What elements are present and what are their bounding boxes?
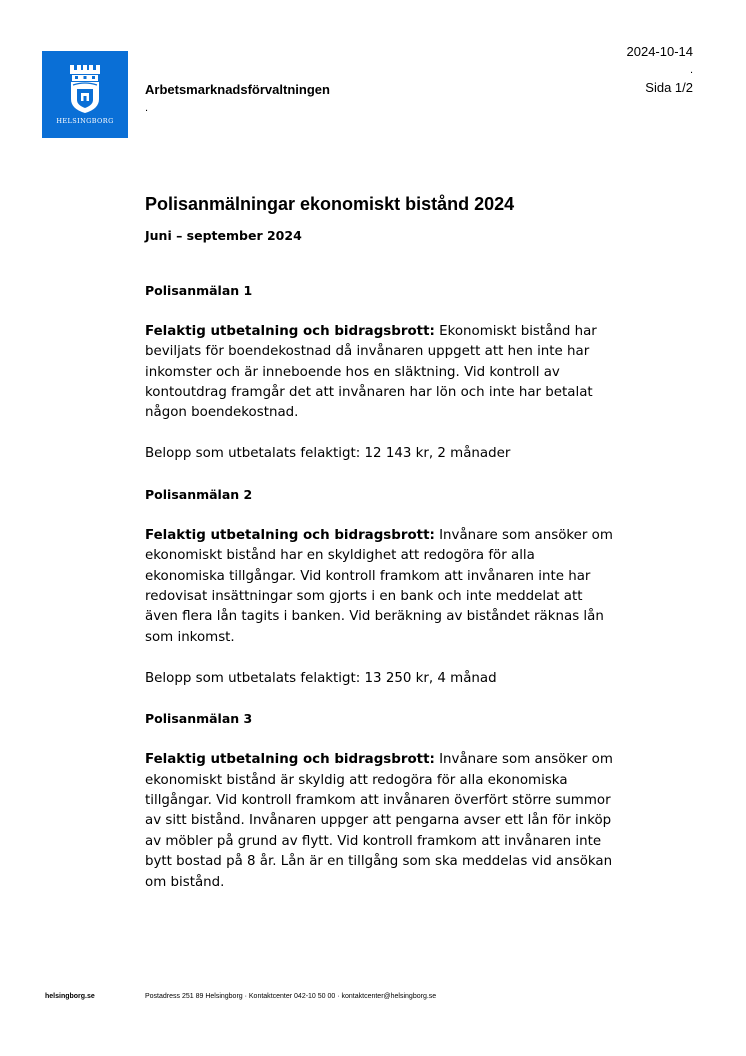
section-lead: Felaktig utbetalning och bidragsbrott: — [145, 527, 435, 543]
document-subtitle: Juni – september 2024 — [145, 228, 302, 243]
section-paragraph — [145, 750, 615, 893]
logo-wordmark: HELSINGBORG — [56, 117, 114, 125]
page-number: Sida 1/2 — [645, 80, 693, 95]
document-title: Polisanmälningar ekonomiskt bistånd 2024 — [145, 194, 515, 214]
section-amount: Belopp som utbetalats felaktigt: 13 250 kr, 4 månad — [145, 670, 497, 686]
section-amount: Belopp som utbetalats felaktigt: 12 143 kr, 2 månader — [145, 446, 511, 462]
section-text: Invånare som ansöker om ekonomiskt bistånd är skyldig att redogöra för alla ekonomiska tillgångar. Vid kontroll framkom att invånaren överfört större summor av sitt bistånd. Invånaren uppger att pengarna avser ett lån för inköp av möbler på grund av flytt. Vid kontroll framkom att invånaren inte bytt bostad på 8 år. Lån är en tillgång som ska meddelas vid ansökan om bistånd. — [145, 752, 613, 890]
section-heading: Polisanmälan 1 — [145, 283, 253, 298]
section-paragraph — [145, 322, 615, 424]
section-heading: Polisanmälan 2 — [145, 487, 253, 503]
section-paragraph — [145, 526, 615, 648]
organization-dot: . — [145, 102, 149, 114]
section-lead: Felaktig utbetalning och bidragsbrott: — [145, 752, 435, 768]
section-lead: Felaktig utbetalning och bidragsbrott: — [145, 323, 435, 339]
section-text: Ekonomiskt bistånd har beviljats för boendekostnad då invånaren uppgett att hen inte har inkomster och är inneboende hos en släktning. Vid kontroll av kontoutdrag framgår det att invånaren har lön och inte har betalat någon boendekostnad. — [145, 323, 597, 421]
organization-name: Arbetsmarknadsförvaltningen — [145, 82, 330, 97]
section-heading: Polisanmälan 3 — [145, 711, 253, 727]
document-date: 2024-10-14 — [626, 44, 693, 59]
helsingborg-logo — [42, 51, 128, 138]
header-dot: . — [689, 64, 693, 76]
footer-website[interactable]: helsingborg.se — [45, 993, 95, 1000]
document-body — [145, 281, 615, 913]
section-text: Invånare som ansöker om ekonomiskt bistånd har en skyldighet att redogöra för alla ekonomiska tillgångar. Vid kontroll framkom att invånaren inte har redovisat insättningar som gjorts i en bank och inte meddelat att även flera lån tagits i banken. Vid beräkning av biståndet räknas lån som inkomst. — [145, 527, 613, 645]
footer-address: Postadress 251 89 Helsingborg · Kontaktcenter 042-10 50 00 · kontaktcenter@helsingborg.se — [145, 993, 437, 1000]
